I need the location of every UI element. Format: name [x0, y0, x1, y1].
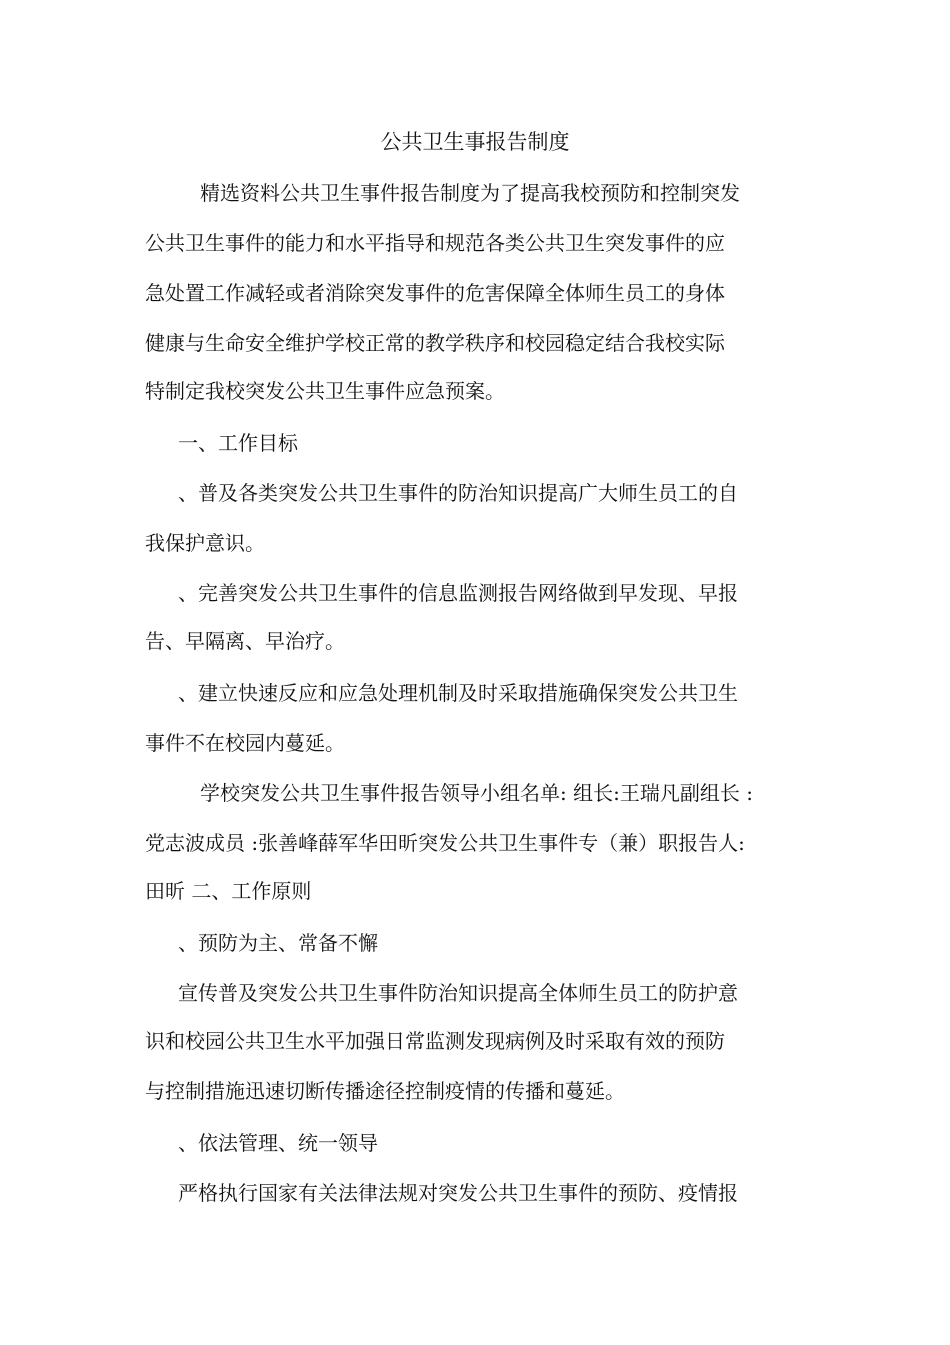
paragraph-line: 严格执行国家有关法律法规对突发公共卫生事件的预防、疫情报 [178, 1181, 738, 1205]
section-heading: 、依法管理、统一领导 [178, 1131, 378, 1155]
section-heading: 、预防为主、常备不懈 [178, 931, 378, 955]
paragraph-line: 告、早隔离、早治疗。 [145, 629, 345, 653]
paragraph-line: 、完善突发公共卫生事件的信息监测报告网络做到早发现、早报 [178, 581, 738, 605]
paragraph-line: 识和校园公共卫生水平加强日常监测发现病例及时采取有效的预防 [145, 1029, 725, 1053]
paragraph-line: 我保护意识。 [145, 531, 265, 555]
paragraph-line: 特制定我校突发公共卫生事件应急预案。 [145, 379, 505, 403]
paragraph-line: 公共卫生事件的能力和水平指导和规范各类公共卫生突发事件的应 [145, 231, 725, 255]
paragraph-line: 与控制措施迅速切断传播途径控制疫情的传播和蔓延。 [145, 1079, 625, 1103]
paragraph-line: 急处置工作减轻或者消除突发事件的危害保障全体师生员工的身体 [145, 281, 725, 305]
paragraph-line: 事件不在校园内蔓延。 [145, 731, 345, 755]
paragraph-line: 精选资料公共卫生事件报告制度为了提高我校预防和控制突发 [200, 181, 740, 205]
document-title: 公共卫生事报告制度 [380, 130, 570, 154]
paragraph-line: 健康与生命安全维护学校正常的教学秩序和校园稳定结合我校实际 [145, 331, 725, 355]
paragraph-line: 、建立快速反应和应急处理机制及时采取措施确保突发公共卫生 [178, 681, 738, 705]
paragraph-line: 、普及各类突发公共卫生事件的防治知识提高广大师生员工的自 [178, 481, 738, 505]
section-heading: 一、工作目标 [178, 431, 298, 455]
paragraph-line: 宣传普及突发公共卫生事件防治知识提高全体师生员工的防护意 [178, 981, 738, 1005]
paragraph-line: 学校突发公共卫生事件报告领导小组名单: 组长:王瑞凡副组长 : [200, 781, 753, 805]
paragraph-line: 田昕 二、工作原则 [145, 879, 312, 903]
paragraph-line: 党志波成员 :张善峰薛军华田昕突发公共卫生事件专（兼）职报告人: [145, 831, 745, 855]
